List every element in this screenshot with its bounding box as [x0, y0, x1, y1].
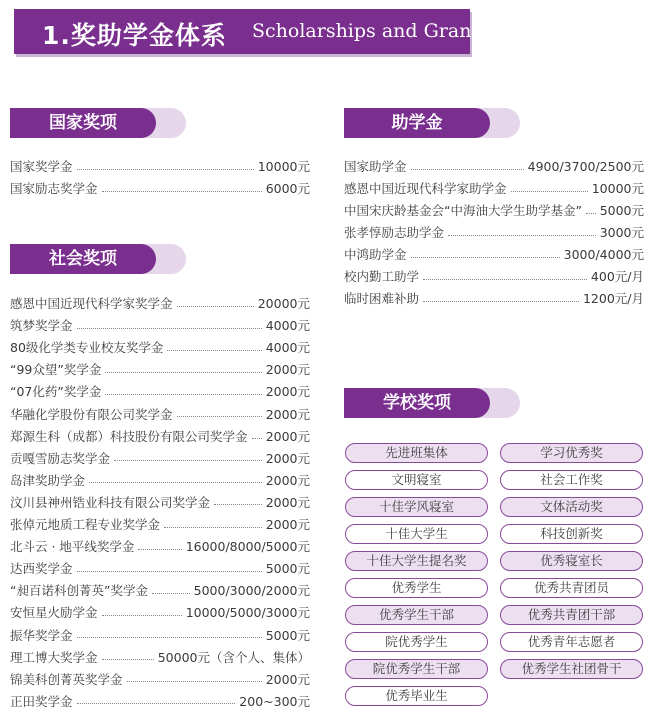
- dotted-leader: [89, 482, 262, 483]
- school-award-pill: 优秀毕业生: [345, 686, 488, 706]
- award-name: 正田奖学金: [10, 693, 73, 709]
- school-award-pill: 社会工作奖: [500, 470, 643, 490]
- school-award-pill: 学习优秀奖: [500, 443, 643, 463]
- dotted-leader: [77, 703, 236, 704]
- dotted-leader: [152, 593, 190, 594]
- award-amount: 50000元（含个人、集体）: [157, 649, 310, 665]
- dotted-leader: [423, 301, 579, 302]
- award-amount: 10000/5000/3000元: [185, 605, 310, 621]
- award-amount: 2000元: [265, 671, 310, 687]
- school-award-pill: 优秀共青团干部: [500, 605, 643, 625]
- award-entry: [344, 243, 644, 265]
- dotted-leader: [511, 191, 588, 192]
- award-name: 华融化学股份有限公司奖学金: [10, 406, 173, 422]
- award-amount: 5000元: [599, 203, 644, 218]
- award-name: 达西奖学金: [10, 561, 73, 577]
- grants-heading-label: 助学金: [344, 108, 490, 138]
- dotted-leader: [102, 615, 182, 616]
- award-amount: 2000元: [265, 517, 310, 532]
- award-entry: [10, 380, 310, 402]
- award-amount: 5000元: [265, 561, 310, 577]
- award-amount: 20000元: [257, 296, 310, 311]
- award-amount: 6000元: [265, 181, 310, 196]
- school-award-pill: 优秀青年志愿者: [500, 632, 643, 652]
- award-entry: [10, 292, 310, 314]
- award-amount: 1200元/月: [582, 291, 644, 306]
- school-award-pill: 优秀学生: [345, 578, 488, 598]
- award-entry: [10, 624, 310, 646]
- award-entry: [10, 557, 310, 579]
- school-award-pill: 院优秀学生: [345, 632, 488, 652]
- award-entry: [10, 513, 310, 535]
- award-name: 郑源生科（成都）科技股份有限公司奖学金: [10, 428, 248, 444]
- award-entry: [10, 425, 310, 447]
- dotted-leader: [77, 328, 262, 329]
- award-entry: [10, 155, 310, 177]
- award-name: 感恩中国近现代科学家奖学金: [10, 296, 173, 311]
- dotted-leader: [102, 191, 262, 192]
- award-entry: [10, 177, 310, 199]
- award-name: “07化药”奖学金: [10, 384, 102, 400]
- school-award-pill: 院优秀学生干部: [345, 659, 488, 679]
- award-name: 感恩中国近现代科学家助学金: [344, 181, 507, 196]
- award-entry: [10, 469, 310, 491]
- dotted-leader: [252, 438, 262, 439]
- award-amount: 2000元: [265, 362, 310, 378]
- award-amount: 400元/月: [590, 269, 644, 284]
- award-amount: 16000/8000/5000元: [185, 539, 310, 555]
- page-title: 1.奖助学金体系: [42, 21, 227, 50]
- school-award-pill: 优秀学生干部: [345, 605, 488, 625]
- award-amount: 200~300元: [239, 693, 310, 709]
- award-entry: [10, 314, 310, 336]
- school-award-pill: 十佳大学生: [345, 524, 488, 544]
- national-heading-label: 国家奖项: [10, 108, 156, 138]
- dotted-leader: [586, 213, 596, 214]
- award-entry: [344, 287, 644, 309]
- award-name: 安恒星火励学金: [10, 605, 98, 621]
- dotted-leader: [105, 394, 261, 395]
- dotted-leader: [167, 350, 261, 351]
- dotted-leader: [77, 637, 262, 638]
- school-section-heading: [344, 388, 520, 418]
- school-award-pill: 先进班集体: [345, 443, 488, 463]
- award-name: 临时困难补助: [344, 291, 420, 306]
- school-award-pill: 十佳大学生提名奖: [345, 551, 488, 571]
- title-banner: [14, 9, 489, 54]
- dotted-leader: [164, 527, 262, 528]
- award-amount: 4900/3700/2500元: [527, 159, 644, 174]
- award-entry: [10, 358, 310, 380]
- school-award-pill: 优秀共青团员: [500, 578, 643, 598]
- award-amount: 2000元: [265, 428, 310, 444]
- award-amount: 2000元: [265, 494, 310, 510]
- dotted-leader: [177, 306, 254, 307]
- award-entry: [10, 491, 310, 513]
- award-entry: [10, 403, 310, 425]
- award-name: 贡嘎雪励志奖学金: [10, 450, 111, 466]
- award-entry: [344, 221, 644, 243]
- dotted-leader: [77, 169, 254, 170]
- award-name: 岛津奖助学金: [10, 472, 86, 488]
- award-amount: 4000元: [265, 318, 310, 334]
- award-amount: 2000元: [265, 406, 310, 422]
- school-heading-label: 学校奖项: [344, 388, 490, 418]
- award-name: 张孝惇励志助学金: [344, 225, 445, 240]
- award-amount: 5000元: [265, 627, 310, 643]
- award-entry: [10, 668, 310, 690]
- award-amount: 4000元: [265, 340, 310, 356]
- award-amount: 10000元: [591, 181, 644, 196]
- award-amount: 2000元: [265, 472, 310, 488]
- dotted-leader: [411, 169, 524, 170]
- award-entry: [10, 447, 310, 469]
- school-award-pill: 文明寝室: [345, 470, 488, 490]
- award-name: 北斗云 · 地平线奖学金: [10, 539, 135, 555]
- award-name: 中鸿助学金: [344, 247, 407, 262]
- dotted-leader: [177, 416, 262, 417]
- award-name: 振华奖学金: [10, 627, 73, 643]
- award-amount: 2000元: [265, 384, 310, 400]
- award-amount: 3000/4000元: [563, 247, 644, 262]
- award-entry: [344, 177, 644, 199]
- page-subtitle: Scholarships and Grants: [252, 20, 489, 42]
- dotted-leader: [423, 279, 587, 280]
- award-name: 理工博大奖学金: [10, 649, 98, 665]
- award-amount: 2000元: [265, 450, 310, 466]
- national-section-heading: [10, 108, 186, 138]
- award-entry: [10, 646, 310, 668]
- award-name: 国家奖学金: [10, 159, 73, 174]
- award-amount: 5000/3000/2000元: [193, 583, 310, 599]
- social-heading-label: 社会奖项: [10, 244, 156, 274]
- school-award-pill: 优秀寝室长: [500, 551, 643, 571]
- award-name: 中国宋庆龄基金会“中海油大学生助学基金”: [344, 203, 582, 218]
- award-amount: 10000元: [257, 159, 310, 174]
- award-name: 校内勤工助学: [344, 269, 420, 284]
- dotted-leader: [77, 571, 262, 572]
- award-name: “昶百诺科创菁英”奖学金: [10, 583, 148, 599]
- school-award-pill: 文体活动奖: [500, 497, 643, 517]
- grants-section-heading: [344, 108, 520, 138]
- dotted-leader: [448, 235, 596, 236]
- dotted-leader: [105, 372, 261, 373]
- dotted-leader: [214, 504, 262, 505]
- school-award-pill: 优秀学生社团骨干: [500, 659, 643, 679]
- award-entry: [10, 690, 310, 712]
- school-award-pill: 十佳学风寝室: [345, 497, 488, 517]
- award-entry: [10, 601, 310, 623]
- award-entry: [344, 265, 644, 287]
- award-entry: [344, 155, 644, 177]
- dotted-leader: [114, 460, 262, 461]
- award-name: 国家励志奖学金: [10, 181, 98, 196]
- dotted-leader: [411, 257, 560, 258]
- social-section-heading: [10, 244, 186, 274]
- award-entry: [10, 535, 310, 557]
- award-name: “99众望”奖学金: [10, 362, 102, 378]
- award-name: 汶川县神州锆业科技有限公司奖学金: [10, 494, 211, 510]
- award-name: 80级化学类专业校友奖学金: [10, 340, 164, 356]
- award-name: 国家助学金: [344, 159, 407, 174]
- award-entry: [344, 199, 644, 221]
- award-entry: [10, 579, 310, 601]
- dotted-leader: [102, 659, 154, 660]
- dotted-leader: [127, 681, 262, 682]
- award-entry: [10, 336, 310, 358]
- award-amount: 3000元: [599, 225, 644, 240]
- award-name: 筑梦奖学金: [10, 318, 73, 334]
- award-name: 张倬元地质工程专业奖学金: [10, 517, 161, 532]
- award-name: 锦美科创菁英奖学金: [10, 671, 123, 687]
- dotted-leader: [138, 549, 181, 550]
- school-award-pill: 科技创新奖: [500, 524, 643, 544]
